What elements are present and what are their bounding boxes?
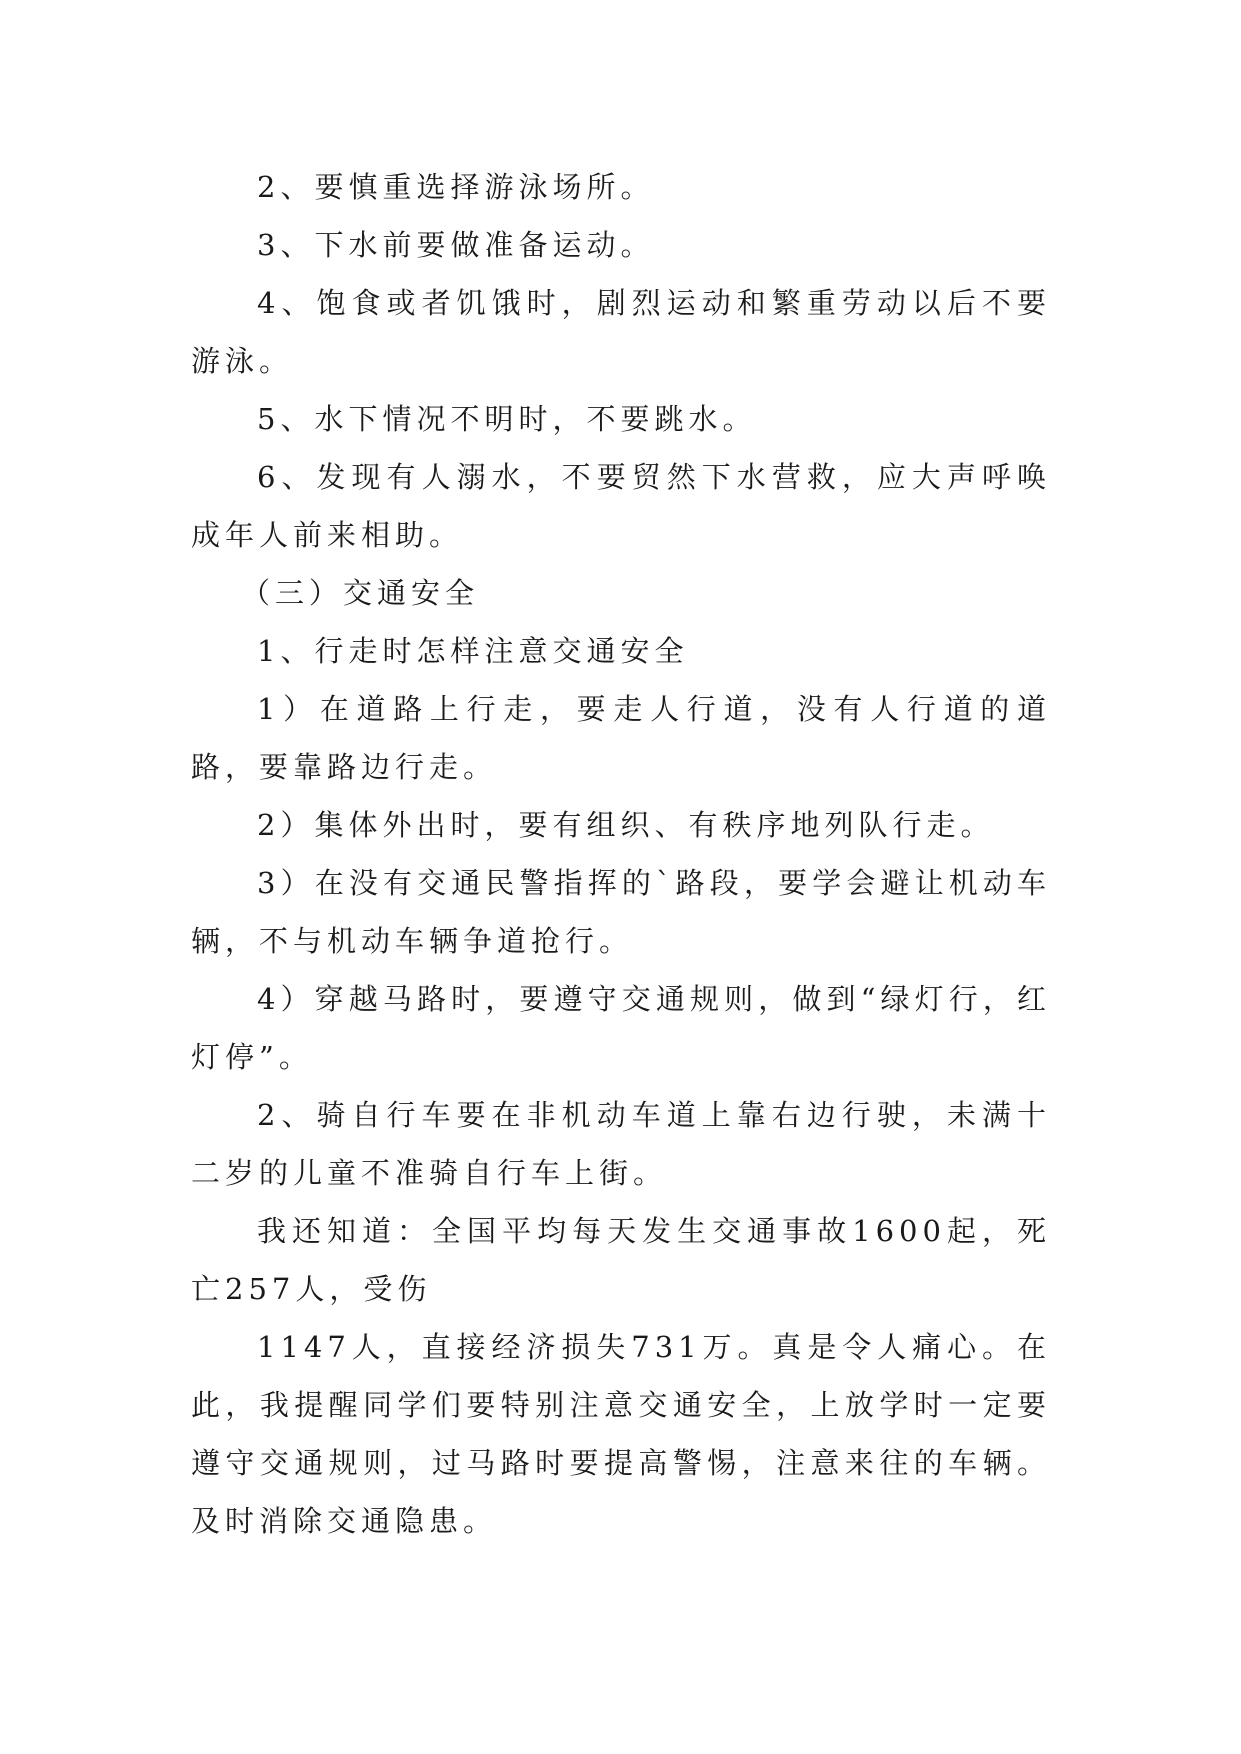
paragraph-no-diving: 5、水下情况不明时，不要跳水。 xyxy=(257,402,757,436)
paragraph-accident-stats: 我还知道：全国平均每天发生交通事故1600起，死亡257人，受伤 xyxy=(191,1214,1051,1306)
paragraph-warmup: 3、下水前要做准备运动。 xyxy=(257,228,655,262)
paragraph-bicycle: 2、骑自行车要在非机动车道上靠右边行驶，未满十二岁的儿童不准骑自行车上街。 xyxy=(191,1098,1051,1190)
paragraph-no-swim-after-meal: 4、饱食或者饥饿时，剧烈运动和繁重劳动以后不要游泳。 xyxy=(191,286,1051,378)
paragraph-sidewalk: 1）在道路上行走，要走人行道，没有人行道的道路，要靠路边行走。 xyxy=(191,692,1051,784)
document-body xyxy=(191,158,1051,1550)
section-heading-traffic-safety: （三）交通安全 xyxy=(241,576,480,610)
subheading-walking-safety: 1、行走时怎样注意交通安全 xyxy=(257,634,689,668)
paragraph-group-outing: 2）集体外出时，要有组织、有秩序地列队行走。 xyxy=(257,808,995,842)
paragraph-traffic-lights: 4）穿越马路时，要遵守交通规则，做到“绿灯行，红灯停”。 xyxy=(191,982,1051,1074)
paragraph-reminder: 1147人，直接经济损失731万。真是令人痛心。在此，我提醒同学们要特别注意交通安全，上放学时一定要遵守交通规则，过马路时要提高警惕，注意来往的车辆。及时消除交通隐患。 xyxy=(191,1330,1051,1538)
paragraph-drowning-rescue: 6、发现有人溺水，不要贸然下水营救，应大声呼唤成年人前来相助。 xyxy=(191,460,1051,552)
paragraph-swim-location: 2、要慎重选择游泳场所。 xyxy=(257,170,655,204)
paragraph-yield-vehicles: 3）在没有交通民警指挥的`路段，要学会避让机动车辆，不与机动车辆争道抢行。 xyxy=(191,866,1051,958)
